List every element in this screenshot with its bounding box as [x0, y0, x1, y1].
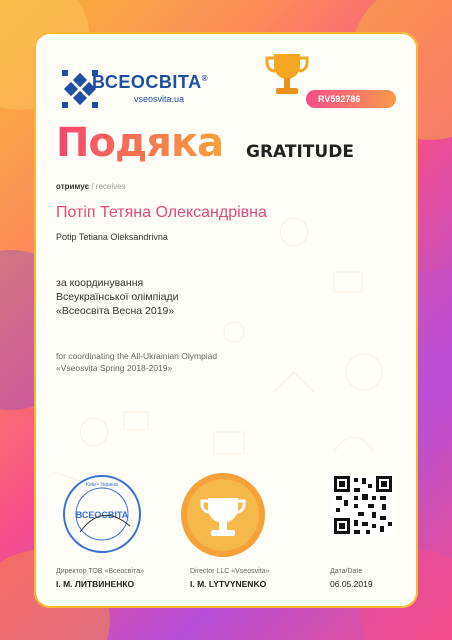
reason-uk-line: Всеукраїнської олімпіади — [56, 291, 179, 303]
stamp-icon — [60, 472, 144, 556]
reason-uk-line: «Всеосвіта Весна 2019» — [56, 305, 175, 317]
receives-label: отримує / receives — [56, 182, 126, 191]
stamp-ring-text: Київ • Україна — [86, 482, 118, 488]
reason-en-line: «Vseosvita Spring 2018-2019» — [56, 363, 173, 373]
director-uk-signature — [56, 568, 144, 589]
director-uk-name: І. М. ЛИТВИНЕНКО — [56, 579, 135, 589]
recipient-name-ukrainian: Потіп Тетяна Олександрівна — [56, 204, 267, 221]
director-uk-label: Директор ТОВ «Всеосвіта» — [56, 568, 144, 575]
date-field — [330, 568, 373, 589]
director-en-signature — [190, 568, 269, 589]
date-value: 06.05.2019 — [330, 579, 373, 589]
trophy-medal-icon — [180, 472, 266, 558]
logo-name: ВСЕОСВІТА® — [92, 72, 209, 92]
reason-ukrainian — [56, 276, 178, 318]
director-en-name: I. M. LYTVYNENKO — [190, 579, 267, 589]
reason-english — [56, 350, 217, 374]
certificate-code-badge: RV592786 — [306, 90, 396, 108]
qr-code-icon[interactable] — [332, 474, 394, 536]
trophy-icon — [262, 48, 312, 106]
logo-site: vseosvita.ua — [134, 94, 185, 104]
date-label: Дата/Date — [330, 568, 363, 575]
title-english: GRATITUDE — [246, 142, 354, 162]
signature-row — [34, 568, 418, 608]
certificate-card — [34, 32, 418, 608]
reason-uk-line: за координування — [56, 277, 144, 289]
director-en-label: Director LLC «Vseosvita» — [190, 568, 270, 575]
recipient-name-english: Potip Tetiana Oleksandrivna — [56, 232, 168, 242]
reason-en-line: for coordinating the All-Ukrainian Olympiad — [56, 351, 218, 361]
stamp-center-text: ВСЕОСВІТА — [75, 510, 129, 520]
title-ukrainian: Подяка — [56, 120, 224, 166]
